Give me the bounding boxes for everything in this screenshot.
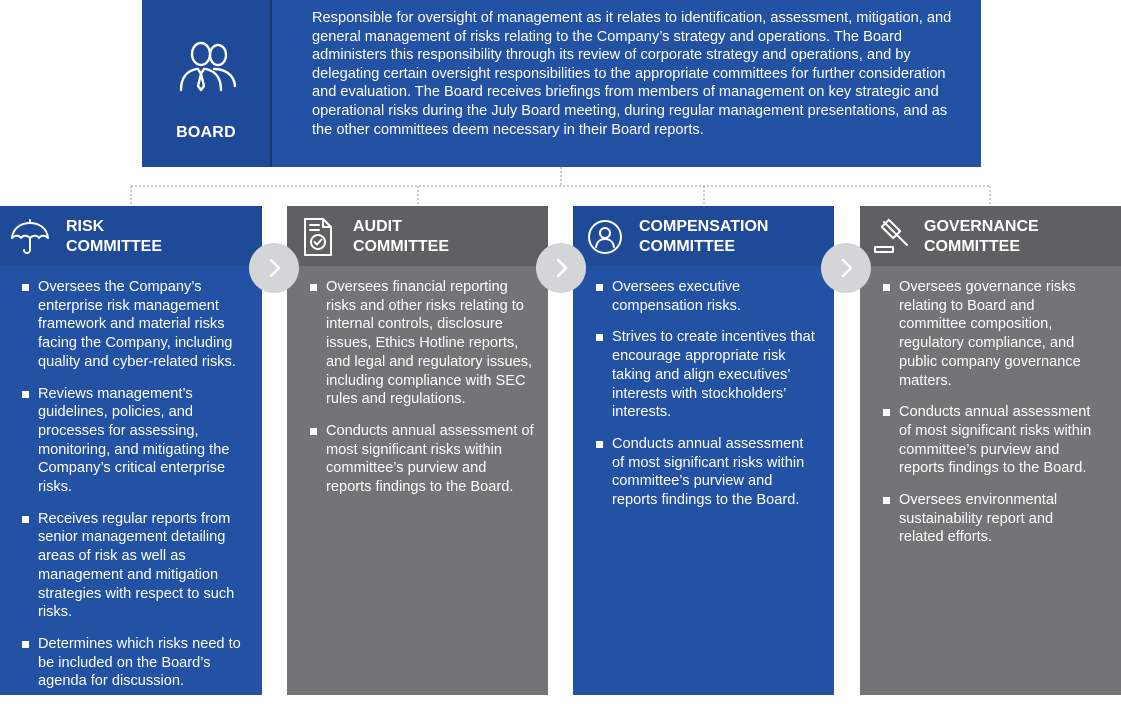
governance-committee-column <box>860 206 1121 695</box>
audit-committee-body <box>287 266 548 695</box>
list-item: Strives to create incentives that encourage appropriate risk taking and align executives’ interests with stockholders’ interests. <box>596 328 816 422</box>
list-item: Oversees governance risks relating to Board and committee composition, regulatory compliance, and public company governance matters. <box>883 278 1101 390</box>
list-item: Oversees financial reporting risks and other risks relating to internal controls, disclosure issues, Ethics Hotline reports, and legal and regulatory issues, including compliance with SEC rules and regulations. <box>310 278 534 409</box>
title-line-2: COMMITTEE <box>639 238 735 255</box>
chevron-circle <box>249 243 299 293</box>
list-item: Oversees executive compensation risks. <box>596 278 816 315</box>
chevron-right-icon <box>264 257 284 279</box>
risk-committee-list <box>22 278 248 704</box>
chevron-circle <box>821 243 871 293</box>
compensation-committee-header <box>573 206 834 266</box>
governance-committee-title <box>924 217 1039 257</box>
people-icon <box>178 38 238 108</box>
audit-committee-title <box>353 217 449 257</box>
umbrella-icon <box>10 218 50 256</box>
title-line-2: COMMITTEE <box>353 238 449 255</box>
gavel-icon <box>872 218 910 254</box>
person-circle-icon <box>587 219 623 255</box>
compensation-committee-column <box>573 206 834 695</box>
list-item: Conducts annual assessment of most significant risks within committee’s purview and reports findings to the Board. <box>596 435 816 510</box>
compensation-committee-body <box>573 266 834 695</box>
risk-committee-column <box>0 206 262 695</box>
risk-committee-header <box>0 206 262 266</box>
board-description: Responsible for oversight of management as it relates to identification, assessment, mitigation, and general management of risks relating to the Company’s strategy and operations. The Board administers this responsibility through its review of corporate strategy and operations, and by delegating certain oversight responsibilities to the appropriate committees for further consideration and evaluation. The Board receives briefings from members of management on key strategic and operational risks during the July Board meeting, during regular management presentations, and as the other committees deem necessary in their Board reports. <box>312 10 952 138</box>
risk-committee-title <box>66 217 162 257</box>
title-line-1: COMPENSATION <box>639 218 769 235</box>
chevron-right-icon <box>836 257 856 279</box>
compensation-committee-list <box>596 278 816 523</box>
board-title: BOARD <box>176 124 236 141</box>
list-item: Oversees environmental sustainability report and related efforts. <box>883 491 1101 547</box>
compensation-committee-title <box>639 217 768 257</box>
governance-committee-list <box>883 278 1101 560</box>
title-line-2: COMMITTEE <box>924 238 1020 255</box>
title-line-1: GOVERNANCE <box>924 218 1039 235</box>
list-item: Receives regular reports from senior management detailing areas of risk as well as management and mitigation strategies with respect to such risks. <box>22 510 248 622</box>
risk-committee-body <box>0 266 262 695</box>
governance-committee-header <box>860 206 1121 266</box>
title-line-2: COMMITTEE <box>66 238 162 255</box>
audit-committee-header <box>287 206 548 266</box>
list-item: Conducts annual assessment of most significant risks within committee’s purview and reports findings to the Board. <box>310 422 534 497</box>
board-label-panel <box>142 0 272 167</box>
chevron-right-icon <box>551 257 571 279</box>
list-item: Conducts annual assessment of most significant risks within committee’s purview and reports findings to the Board. <box>883 403 1101 478</box>
list-item: Reviews management’s guidelines, policies, and processes for assessing, monitoring, and mitigating the Company’s critical enterprise risks. <box>22 385 248 497</box>
title-line-1: RISK <box>66 218 105 235</box>
list-item: Determines which risks need to be included on the Board’s agenda for discussion. <box>22 635 248 691</box>
chevron-circle <box>536 243 586 293</box>
audit-document-icon <box>301 217 335 257</box>
list-item: Oversees the Company’s enterprise risk management framework and material risks facing the Company, including quality and cyber-related risks. <box>22 278 248 372</box>
audit-committee-list <box>310 278 534 510</box>
audit-committee-column <box>287 206 548 695</box>
governance-committee-body <box>860 266 1121 695</box>
board-box <box>142 0 981 167</box>
title-line-1: AUDIT <box>353 218 402 235</box>
